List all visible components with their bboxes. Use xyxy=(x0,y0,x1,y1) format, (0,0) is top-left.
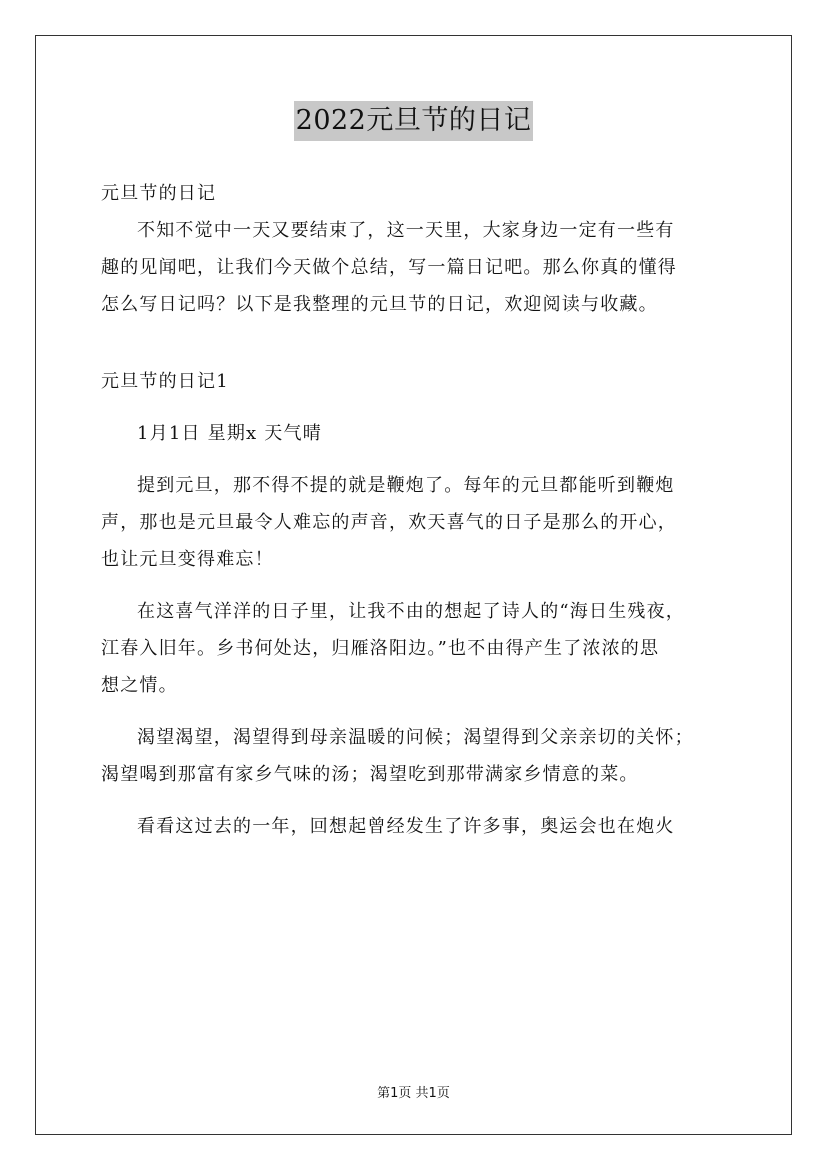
paragraph-line: 渴望渴望，渴望得到母亲温暖的问候；渴望得到父亲亲切的关怀； xyxy=(137,727,694,748)
paragraph-line: 看看这过去的一年，回想起曾经发生了许多事，奥运会也在炮火 xyxy=(137,816,675,837)
paragraph-line: 不知不觉中一天又要结束了，这一天里，大家身边一定有一些有 xyxy=(137,220,675,241)
section-heading: 元旦节的日记1 xyxy=(101,371,229,392)
date-weather-line: 1月1日 星期x 天气晴 xyxy=(137,423,322,444)
section-heading: 元旦节的日记 xyxy=(101,183,217,204)
paragraph-line: 想之情。 xyxy=(101,675,178,696)
document-title: 2022元旦节的日记 xyxy=(294,101,534,141)
paragraph-line: 趣的见闻吧，让我们今天做个总结，写一篇日记吧。那么你真的懂得 xyxy=(101,257,677,278)
paragraph-line: 江春入旧年。乡书何处达，归雁洛阳边。”也不由得产生了浓浓的思 xyxy=(101,638,660,659)
paragraph-line: 也让元旦变得难忘！ xyxy=(101,549,274,570)
paragraph-line: 在这喜气洋洋的日子里，让我不由的想起了诗人的“海日生残夜， xyxy=(137,601,685,622)
paragraph-line: 怎么写日记吗？以下是我整理的元旦节的日记，欢迎阅读与收藏。 xyxy=(101,294,658,315)
paragraph-line: 提到元旦，那不得不提的就是鞭炮了。每年的元旦都能听到鞭炮 xyxy=(137,475,675,496)
document-body xyxy=(101,175,741,845)
paragraph-line: 渴望喝到那富有家乡气味的汤；渴望吃到那带满家乡情意的菜。 xyxy=(101,764,639,785)
paragraph-line: 声，那也是元旦最令人难忘的声音，欢天喜气的日子是那么的开心， xyxy=(101,512,677,533)
page-footer: 第1页 共1页 xyxy=(377,1086,450,1101)
blank-line xyxy=(101,323,741,360)
title-container xyxy=(0,101,827,141)
